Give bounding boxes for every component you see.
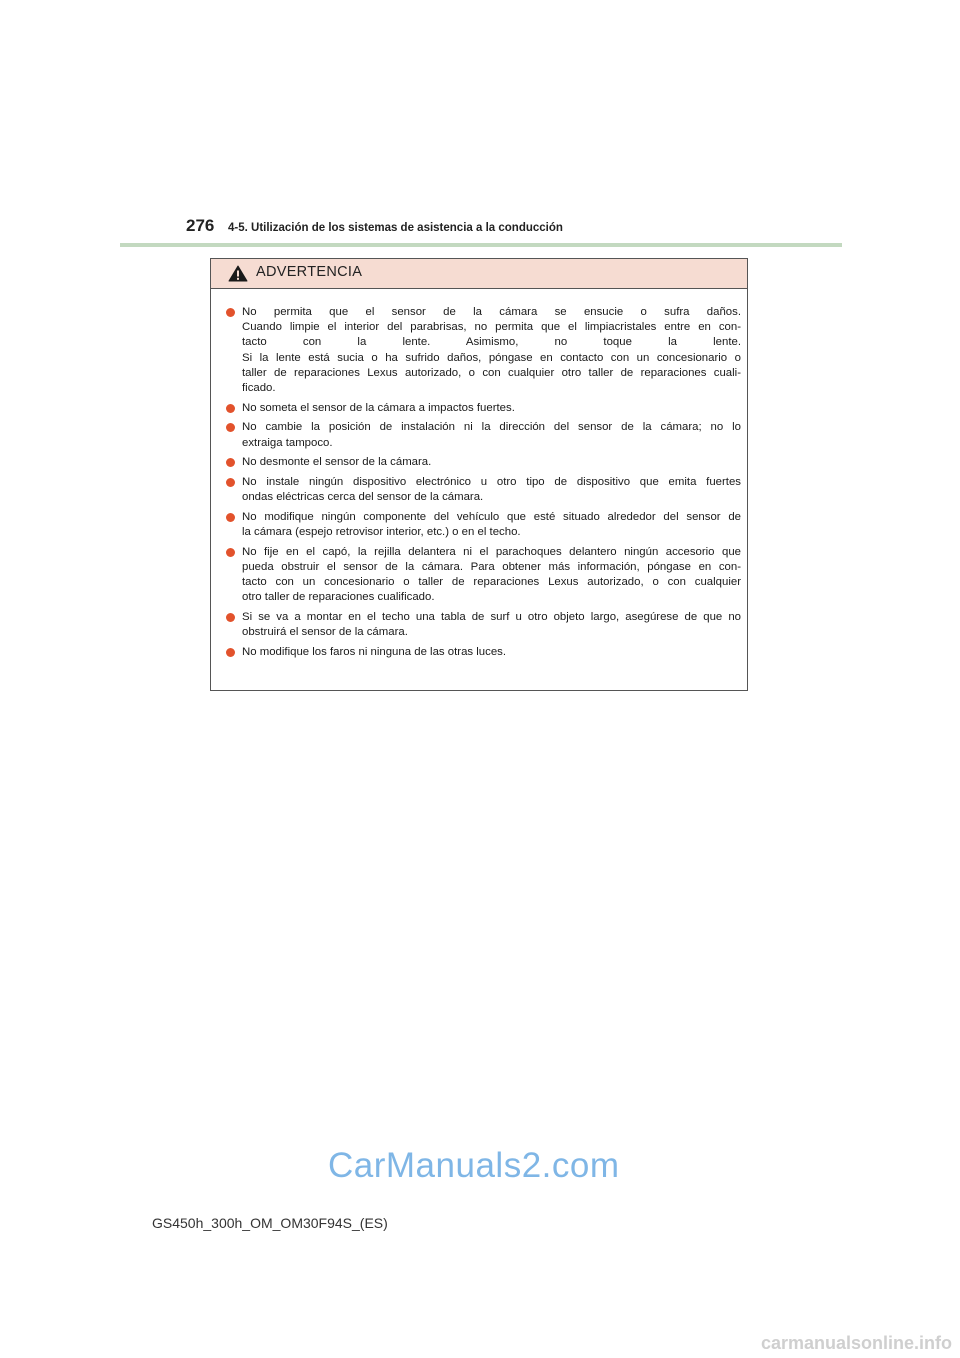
warning-header [211, 259, 747, 289]
bullet-icon [226, 423, 235, 432]
warning-item-line: la cámara (espejo retrovisor interior, etc.) o en el techo. [242, 526, 521, 539]
warning-item-line: Cuando limpie el interior del parabrisas, no permita que el limpiacristales entre en con- [242, 321, 741, 334]
section-title: 4-5. Utilización de los sistemas de asistencia a la conducción [228, 222, 563, 234]
warning-item [224, 475, 741, 505]
warning-title: ADVERTENCIA [256, 264, 363, 280]
warning-item-line: otro taller de reparaciones cualificado. [242, 591, 435, 604]
warning-item-line: No instale ningún dispositivo electrónico u otro tipo de dispositivo que emita fuertes [242, 476, 741, 489]
warning-item [224, 420, 741, 450]
header-divider [120, 243, 842, 247]
warning-item-line: No someta el sensor de la cámara a impactos fuertes. [242, 401, 515, 414]
bullet-icon [226, 548, 235, 557]
warning-item [224, 545, 741, 606]
warning-list [211, 289, 747, 660]
warning-item-line: tacto con la lente. Asimismo, no toque la lente. [242, 336, 741, 349]
bullet-icon [226, 404, 235, 413]
bullet-icon [226, 308, 235, 317]
warning-item-line: ficado. [242, 382, 276, 395]
warning-triangle-icon [228, 265, 248, 282]
warning-item-line: Si la lente está sucia o ha sufrido daños, póngase en contacto con un concesionario o [242, 351, 741, 364]
warning-item [224, 455, 741, 470]
warning-item [224, 305, 741, 396]
warning-item-line: obstruirá el sensor de la cámara. [242, 626, 408, 639]
warning-item-line: No fije en el capó, la rejilla delantera ni el parachoques delantero ningún accesorio que [242, 545, 741, 558]
warning-item-line: pueda obstruir el sensor de la cámara. Para obtener más información, póngase en con- [242, 561, 741, 574]
bullet-icon [226, 613, 235, 622]
warning-box [210, 258, 748, 691]
page-number: 276 [186, 216, 215, 235]
warning-item-line: tacto con un concesionario o taller de reparaciones Lexus autorizado, o con cualquier [242, 576, 741, 589]
warning-item [224, 610, 741, 640]
warning-item [224, 645, 741, 660]
warning-item-line: No modifique ningún componente del vehículo que esté situado alrededor del sensor de [242, 510, 741, 523]
warning-item-line: taller de reparaciones Lexus autorizado, o con cualquier otro taller de reparaciones cuali- [242, 366, 741, 379]
watermark-url: carmanualsonline.info [760, 1333, 952, 1353]
warning-item-line: No permita que el sensor de la cámara se ensucie o sufra daños. [242, 306, 741, 318]
warning-item-line: ondas eléctricas cerca del sensor de la cámara. [242, 491, 484, 504]
bullet-icon [226, 648, 235, 657]
bullet-icon [226, 478, 235, 487]
warning-item-line: extraiga tampoco. [242, 436, 333, 449]
watermark-logo: CarManuals2.com [328, 1146, 620, 1185]
document-code: GS450h_300h_OM_OM30F94S_(ES) [152, 1215, 388, 1231]
warning-item [224, 401, 741, 416]
bullet-icon [226, 513, 235, 522]
warning-item-line: No cambie la posición de instalación ni la dirección del sensor de la cámara; no lo [242, 421, 741, 434]
warning-item-line: No desmonte el sensor de la cámara. [242, 456, 432, 469]
warning-item-line: Si se va a montar en el techo una tabla de surf u otro objeto largo, asegúrese de que no [242, 611, 741, 624]
warning-item-line: No modifique los faros ni ninguna de las otras luces. [242, 646, 507, 659]
warning-item [224, 510, 741, 540]
bullet-icon [226, 458, 235, 467]
